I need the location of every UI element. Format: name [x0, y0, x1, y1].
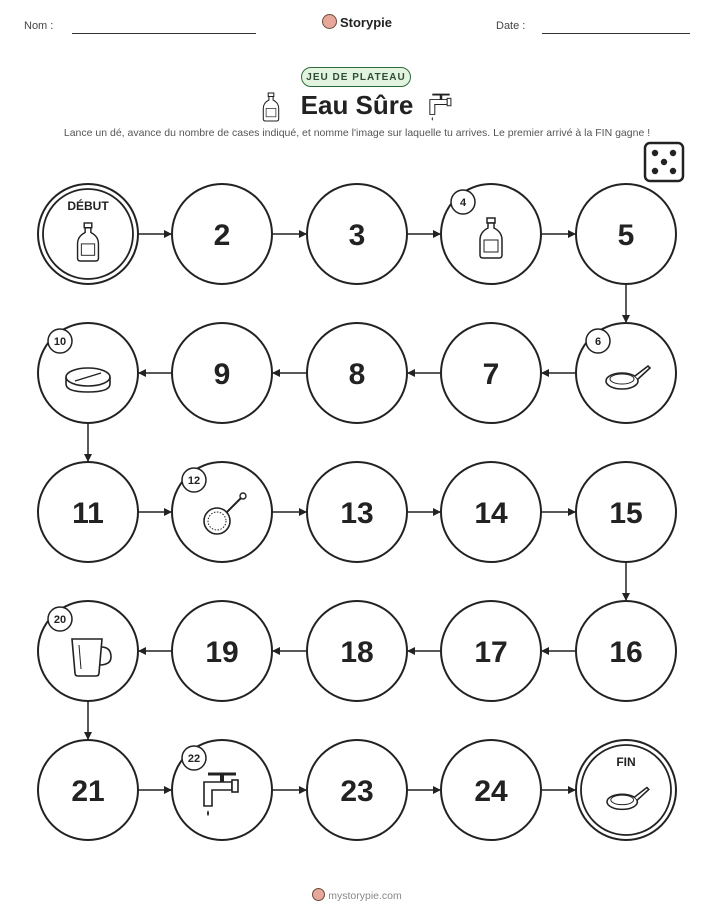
- board-cell-20: [38, 601, 138, 701]
- game-type-badge: JEU DE PLATEAU: [301, 67, 411, 87]
- board-cell-9: [172, 323, 272, 423]
- cell-number: 19: [205, 636, 239, 669]
- board-cell-25: [576, 740, 676, 840]
- board-cell-18: [307, 601, 407, 701]
- cell-number: 11: [72, 497, 104, 530]
- cell-number: 21: [71, 775, 105, 808]
- board-cell-17: [441, 601, 541, 701]
- board-cell-7: [441, 323, 541, 423]
- cell-number: 17: [474, 636, 508, 669]
- board-cell-8: [307, 323, 407, 423]
- cell-number-badge: 4: [459, 197, 467, 209]
- board-cell-2: [172, 184, 272, 284]
- board-cell-13: [307, 462, 407, 562]
- storypie-footer-logo-icon: [312, 888, 325, 901]
- cell-number-badge: 22: [187, 753, 201, 765]
- board-cell-10: [38, 323, 138, 423]
- cell-number: 15: [609, 497, 643, 530]
- date-label: Date :: [496, 20, 526, 32]
- tablet-icon: [66, 368, 110, 392]
- cell-label: FIN: [616, 755, 636, 769]
- board-cell-15: [576, 462, 676, 562]
- cell-number: 7: [482, 358, 500, 391]
- board-cell-5: [576, 184, 676, 284]
- cell-label: DÉBUT: [67, 199, 109, 213]
- die-icon: [645, 143, 683, 181]
- cell-number: 8: [348, 358, 366, 391]
- board-cell-6: [576, 323, 676, 423]
- page-title: Eau Sûre: [300, 90, 414, 120]
- footer: [0, 888, 714, 902]
- cell-number-badge: 20: [53, 614, 67, 626]
- board-cell-14: [441, 462, 541, 562]
- board-cell-11: [38, 462, 138, 562]
- board-cell-19: [172, 601, 272, 701]
- name-label: Nom :: [24, 20, 54, 32]
- cell-number: 16: [609, 636, 643, 669]
- board-cell-1: [38, 184, 138, 284]
- brand-name: Storypie: [339, 15, 392, 30]
- cell-number: 2: [213, 219, 231, 252]
- cell-number-badge: 12: [187, 475, 201, 487]
- cell-number-badge: 10: [53, 336, 67, 348]
- cell-number-badge: 6: [594, 336, 602, 348]
- cell-number: 13: [340, 497, 374, 530]
- footer-site: mystorypie.com: [328, 890, 402, 902]
- cell-number: 5: [617, 219, 635, 252]
- cell-number: 3: [348, 219, 366, 252]
- board-cell-12: [172, 462, 272, 562]
- board-cell-4: [441, 184, 541, 284]
- board-cell-23: [307, 740, 407, 840]
- cell-number: 14: [474, 497, 508, 530]
- cell-number: 24: [474, 775, 508, 808]
- board-cell-22: [172, 740, 272, 840]
- board-cell-21: [38, 740, 138, 840]
- cell-number: 23: [340, 775, 374, 808]
- board-cell-16: [576, 601, 676, 701]
- board-cell-3: [307, 184, 407, 284]
- instructions: Lance un dé, avance du nombre de cases indiqué, et nomme l'image sur laquelle tu arrives. Le premier arrivé à la FIN gagne !: [63, 127, 651, 139]
- cell-number: 9: [213, 358, 231, 391]
- cell-number: 18: [340, 636, 374, 669]
- board-cell-24: [441, 740, 541, 840]
